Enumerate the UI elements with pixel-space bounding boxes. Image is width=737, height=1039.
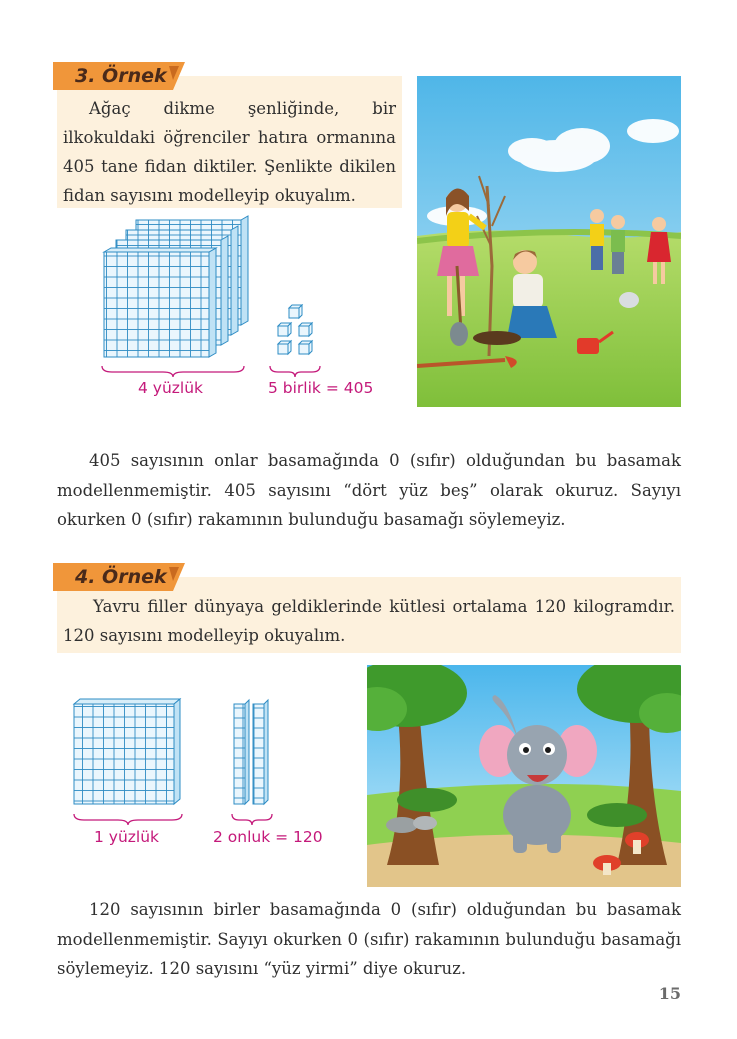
ten-rod-1 — [234, 700, 249, 804]
hundred-block-model-120 — [72, 696, 184, 808]
example-3-explanation: 405 sayısının onlar basamağında 0 (sıfır) olduğundan bu basamak modellenmemiştir. 405 sayısını “dört yüz beş” olarak okuruz. Sayıyı okurken 0 (sıfır) rakamının bulunduğu basamağı söylemeyiz. — [57, 451, 681, 529]
example-4-explanation: 120 sayısının birler basamağında 0 (sıfır) olduğundan bu basamak modellenmemiştir. Sayıyı okurken 0 (sıfır) rakamının bulunduğu basamağı söylemeyiz. 120 sayısını “yüz yirmi” diye okuruz. — [57, 900, 681, 978]
example-4-header — [53, 563, 185, 591]
one-cube-1 — [289, 305, 302, 318]
baby-elephant-illustration — [367, 665, 681, 887]
brace-tens-120 — [230, 812, 274, 826]
example-3-text: Ağaç dikme şenliğinde, bir ilkokuldaki öğrenciler hatıra ormanına 405 tane fidan diktiler. Şenlikte dikilen fidan sayısını modelleyip okuyalım. — [63, 99, 396, 205]
page-number: 15 — [658, 984, 681, 1003]
hundreds-blocks-model-405 — [96, 214, 252, 364]
one-cube-4 — [278, 341, 291, 354]
hundred-block-1 — [104, 248, 216, 357]
one-cube-5 — [299, 341, 312, 354]
brace-ones-405 — [268, 364, 322, 378]
brace-hundreds-120 — [72, 812, 184, 826]
one-cube-3 — [299, 323, 312, 336]
example-3-title: 3. Örnek — [75, 65, 167, 87]
caption-2-tens: 2 onluk = 120 — [213, 828, 323, 846]
caption-1-hundred: 1 yüzlük — [94, 828, 160, 846]
tens-rods-model-120 — [232, 698, 272, 808]
ten-rod-2 — [253, 700, 268, 804]
caption-4-hundreds: 4 yüzlük — [138, 379, 204, 397]
one-cube-2 — [278, 323, 291, 336]
brace-hundreds-405 — [100, 364, 246, 378]
example-3-header — [53, 62, 185, 90]
caption-5-ones: 5 birlik = 405 — [268, 379, 374, 397]
tree-planting-illustration — [417, 76, 681, 407]
example-4-text: Yavru filler dünyaya geldiklerinde kütlesi ortalama 120 kilogramdır. 120 sayısını modelleyip okuyalım. — [63, 597, 675, 645]
example-4-title: 4. Örnek — [75, 566, 167, 588]
ones-cubes-model-405 — [272, 304, 318, 362]
